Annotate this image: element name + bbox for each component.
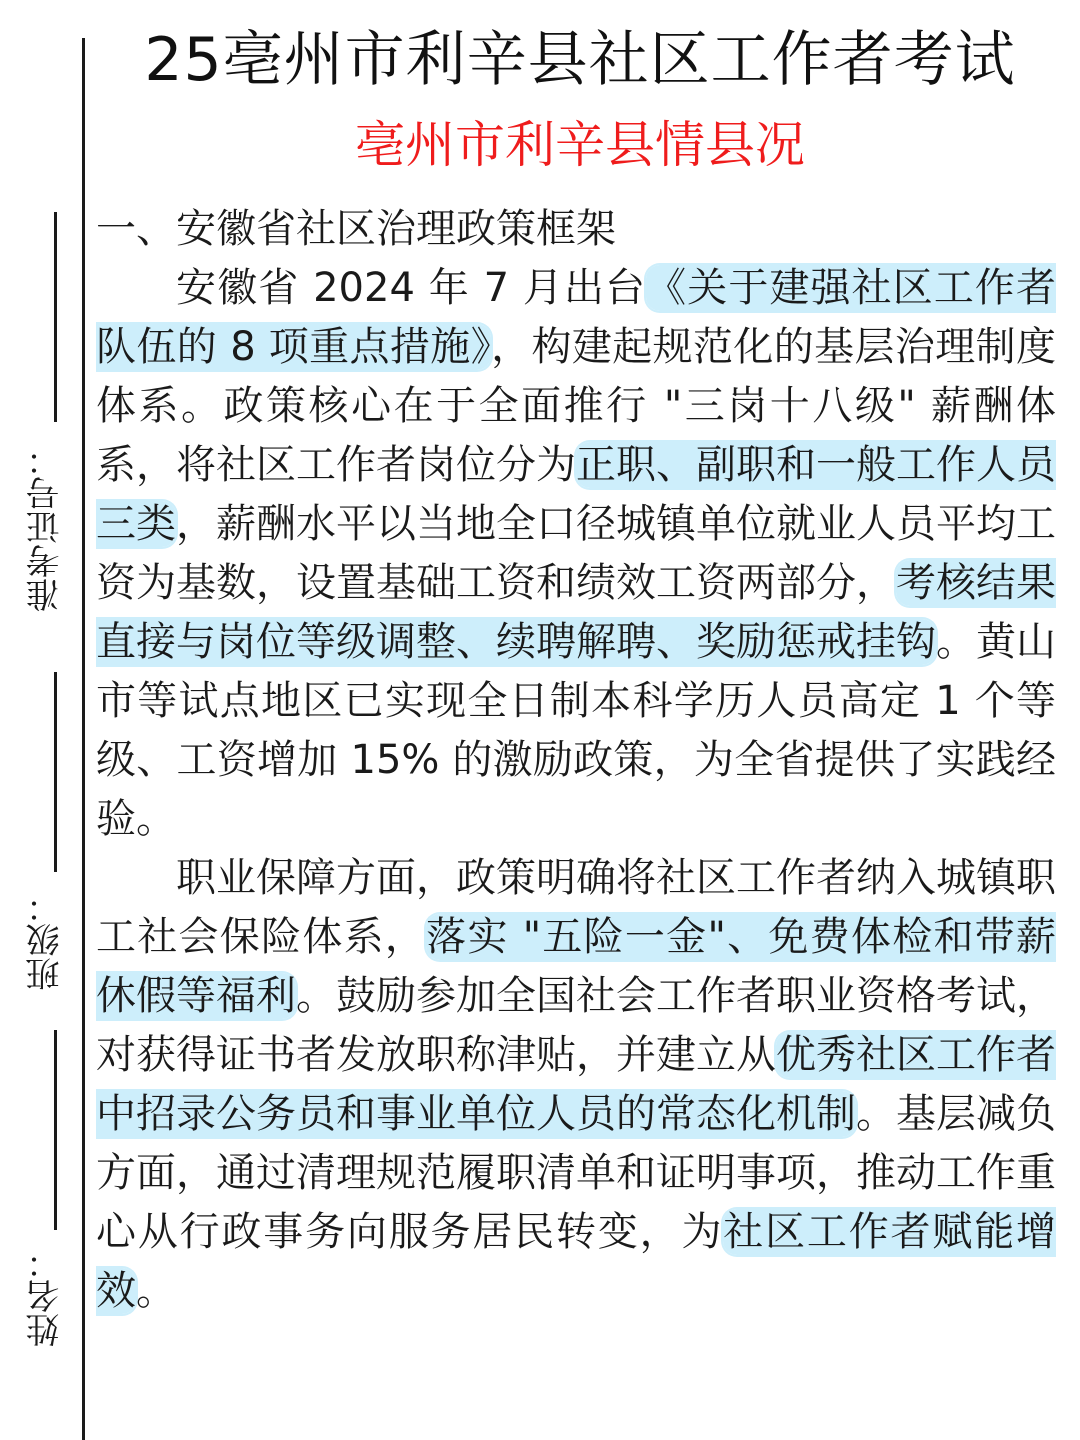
highlighted-text: 落实 "五险一金"、免费体检和带薪休假等福利	[96, 914, 1057, 1019]
text-run: 。基层减负方面，通过清理规范履职清单和证明事项，推动工作重心从行政事务向服务居民转变，为	[96, 1091, 1056, 1255]
highlighted-text: 《关于建强社区工作者队伍的 8 项重点措施》	[96, 265, 1057, 370]
document-body	[96, 200, 1056, 1321]
text-run: 。鼓励参加全国社会工作者职业资格考试，对获得证书者发放职称津贴，并建立从	[96, 973, 1056, 1078]
paragraph-2	[96, 849, 1056, 1321]
paragraph-1	[96, 259, 1056, 849]
highlighted-text: 优秀社区工作者中招录公务员和事业单位人员的常态化机制	[96, 1032, 1056, 1137]
highlighted-text: 考核结果直接与岗位等级调整、续聘解聘、奖励惩戒挂钩	[96, 560, 1056, 665]
class-rule	[54, 672, 57, 872]
page-title: 25亳州市利辛县社区工作者考试	[144, 25, 1016, 95]
page-subtitle: 亳州市利辛县情县况	[355, 116, 805, 174]
class-label: 班级：	[26, 889, 66, 991]
name-rule	[54, 1030, 57, 1230]
exam-id-label: 准考证号：	[26, 442, 66, 612]
name-label: 姓名：	[26, 1245, 66, 1347]
text-run: 。	[136, 1268, 176, 1314]
highlighted-text: 社区工作者赋能增效	[96, 1209, 1057, 1314]
text-run: ，构建起规范化的基层治理制度体系。政策核心在于全面推行 "三岗十八级" 薪酬体系，将社区工作者岗位分为	[96, 324, 1056, 488]
highlighted-text: 正职、副职和一般工作人员三类	[96, 442, 1056, 547]
text-run: 。黄山市等试点地区已实现全日制本科学历人员高定 1 个等级、工资增加 15% 的激励政策，为全省提供了实践经验。	[96, 619, 1056, 842]
binding-line	[82, 38, 85, 1440]
section-heading: 一、安徽省社区治理政策框架	[96, 206, 616, 252]
text-run: 安徽省 2024 年 7 月出台	[176, 265, 647, 311]
exam-id-rule	[54, 212, 57, 422]
text-run: 职业保障方面，政策明确将社区工作者纳入城镇职工社会保险体系，	[96, 855, 1056, 960]
text-run: ，薪酬水平以当地全口径城镇单位就业人员平均工资为基数，设置基础工资和绩效工资两部分，	[96, 501, 1056, 606]
